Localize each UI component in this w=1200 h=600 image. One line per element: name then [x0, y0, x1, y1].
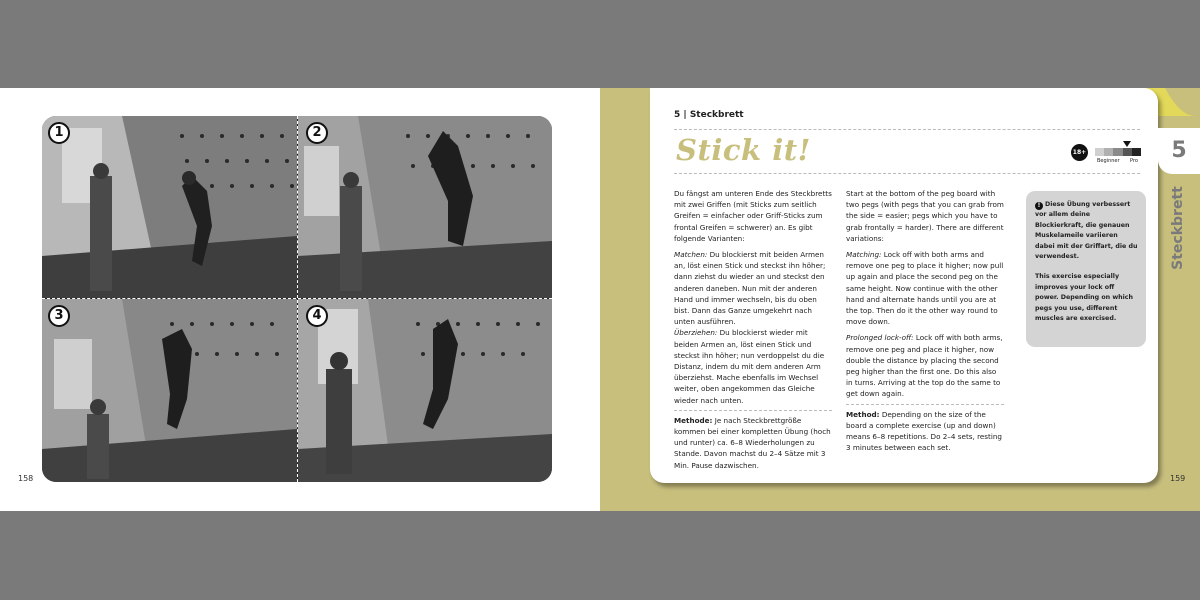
step-badge: 2 — [306, 122, 328, 144]
photo-step-1 — [42, 116, 297, 298]
exclamation-icon: ! — [1035, 202, 1043, 210]
grid-divider — [42, 298, 552, 299]
english-method: Method: Depending on the size of the board a complete exercise (up and down) means 6–8 repetitions. Do 2–4 sets, resting 3 minutes between each set. — [846, 409, 1002, 453]
book-spread — [0, 88, 1200, 511]
photo-step-2 — [298, 116, 552, 298]
photo-step-4 — [298, 299, 552, 482]
chapter-number: 5 — [1171, 138, 1187, 163]
english-prolonged: Prolonged lock-off: Lock off with both arms, remove one peg and place it higher, now double the distance by placing the second peg higher than the first one. Do this also in turns. Arriving at the top do the same to get down again. — [846, 333, 1003, 399]
english-column — [846, 188, 1004, 453]
tip-box — [1026, 191, 1146, 347]
step-badge: 1 — [48, 122, 70, 144]
page-number: 158 — [18, 474, 34, 483]
level-marker-icon — [1123, 141, 1131, 147]
photo-grid — [42, 116, 552, 482]
divider — [674, 129, 1140, 130]
divider — [674, 173, 1140, 174]
exercise-card — [650, 88, 1158, 483]
chapter-label: 5 | Steckbrett — [674, 110, 744, 120]
level-beginner-label: Beginner — [1097, 158, 1120, 164]
page-number: 159 — [1170, 474, 1186, 483]
level-pro-label: Pro — [1130, 158, 1138, 164]
photo-step-3 — [42, 299, 297, 482]
difficulty-level — [1095, 141, 1141, 167]
left-page — [0, 88, 600, 511]
german-methode: Methode: Je nach Steckbrettgröße kommen bei einer kompletten Übung (hoch und runter) ca. 6–8 Wiederholungen zu Stande. Davon machst du 2–4 Sätze mit 3 Min. Pause dazwischen. — [674, 415, 831, 470]
chapter-tab-label: Steckbrett — [1170, 186, 1186, 270]
english-matching: Matching: Lock off with both arms and remove one peg to place it higher; now pull up again and place the second peg on the same height. Now continue with the other hand and alternate hands until you are at the top. Then do it the other way round to move down. — [846, 250, 1004, 327]
tip-german: ! Diese Übung verbessert vor allem deine Blockierkraft, die genauen Muskelameile variieren dabei mit der Griffart, die du verwendest. — [1035, 201, 1138, 261]
german-intro: Du fängst am unteren Ende des Steckbretts mit zwei Griffen (mit Sticks zum seitlich Greifen = einfacher oder Griff-Sticks zum frontal Greifen = schwerer) an. Es gibt folgende Varianten: — [674, 189, 832, 243]
english-intro: Start at the bottom of the peg board with two pegs (with pegs that you can grab from the side = easier; pegs which you have to grab frontally = harder). There are different variations: — [846, 189, 1004, 243]
right-page — [600, 88, 1200, 511]
exercise-title: Stick it! — [676, 133, 811, 167]
divider — [846, 404, 1004, 405]
german-column — [674, 188, 832, 471]
grid-divider — [297, 116, 298, 482]
divider — [674, 410, 832, 411]
level-bars — [1095, 148, 1141, 156]
step-badge: 3 — [48, 305, 70, 327]
step-badge: 4 — [306, 305, 328, 327]
age-badge: 18+ — [1071, 144, 1088, 161]
german-ueberziehen: Überziehen: Du blockierst wieder mit beiden Armen an, löst einen Stick und steckst ihn höher; nun verdoppelst du die Distanz, indem du mit dem anderen Arm überziehst. Mache ebenfalls im Wechsel weiter, oben angekommen das Gleiche wieder nach unten. — [674, 328, 825, 405]
german-matchen: Matchen: Du blockierst mit beiden Armen an, löst einen Stick und steckst ihn höher; dann ziehst du wieder an und steckst den anderen daneben. Nun mit der anderen Hand und immer wechseln, bis du oben bist. Dann das Ganze umgekehrt nach unten ausführen. — [674, 250, 826, 327]
tip-english: This exercise especially improves your lock off power. Depending on which pegs you use, different muscles are exercised. — [1035, 273, 1133, 323]
